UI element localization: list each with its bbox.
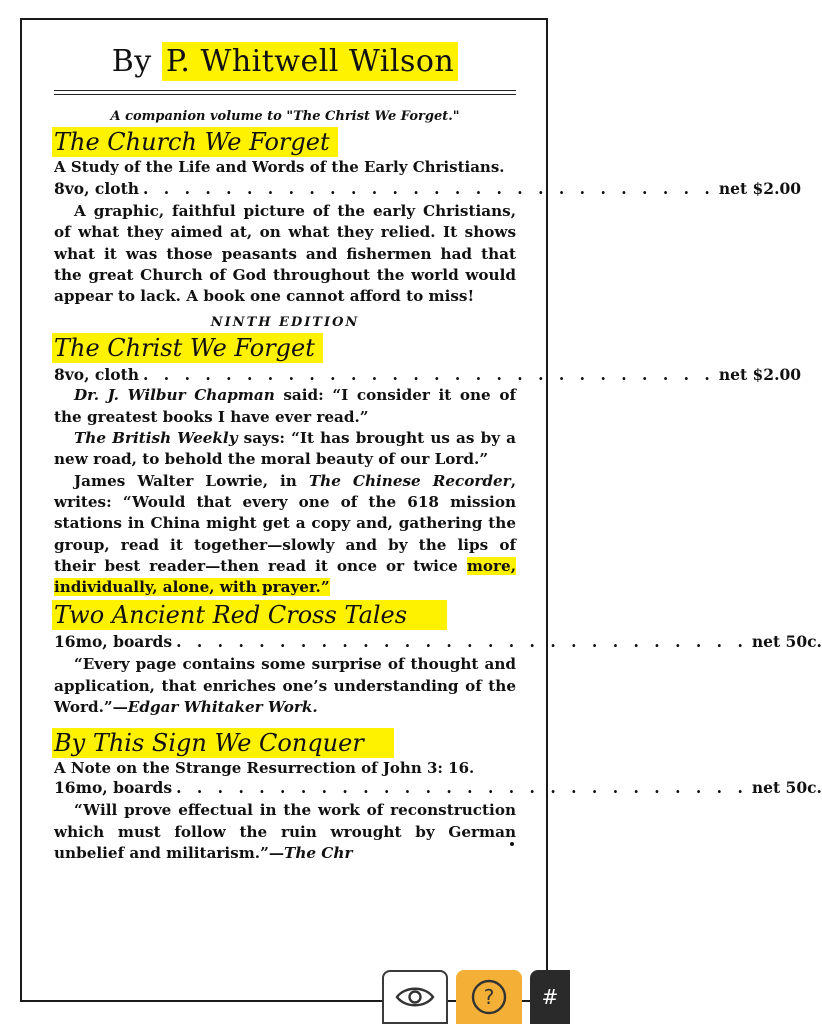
quote-verb: says: (237, 429, 292, 448)
hash-button[interactable]: # (530, 970, 570, 1024)
author-heading (54, 36, 516, 88)
quote-final-line: more, individually, alone, with prayer.” (54, 556, 516, 597)
book-price-line (54, 632, 822, 652)
book-format: 16mo, boards (54, 632, 173, 652)
quote-source: The Chr (284, 843, 353, 862)
companion-note: A companion volume to "The Christ We Forget." (110, 109, 460, 124)
book-entry (54, 718, 822, 864)
quote-text: “Will prove effectual in the work of reconstruction which must follow the ruin wrought by German unbelief and militarism.”— (54, 801, 516, 862)
quote-verb: said: (274, 386, 333, 405)
quote-intro: James Walter Lowrie, in (74, 471, 309, 490)
heading-rule-top (54, 90, 516, 91)
quote-text: “Would that every one of the 618 mission stations in China might get a copy and, gathering the group, read it together—slowly and by the lips of their best reader—then read it once or twice (54, 492, 517, 575)
quote-text: “It has brought us as by a new road, to behold the moral beauty of our Lord.” (54, 429, 516, 469)
book-title: By This Sign We Conquer (52, 728, 394, 758)
heading-rule-bottom (54, 94, 516, 95)
svg-text:?: ? (483, 985, 495, 1009)
book-format: 8vo, cloth (54, 365, 140, 385)
book-subtitle: A Study of the Life and Words of the Early Christians. (54, 158, 505, 176)
book-title: The Christ We Forget (52, 333, 323, 363)
review-quote (54, 428, 516, 471)
book-title: The Church We Forget (52, 127, 338, 157)
leader-dots: . . . . . . . . . . . . . . . . . . . . . . . . . . . . (176, 778, 748, 798)
review-quote (54, 800, 516, 864)
leader-dots: . . . . . . . . . . . . . . . . . . . . . . . . . . . . (176, 632, 748, 652)
author-name: P. Whitwell Wilson (162, 42, 458, 81)
eye-icon (395, 984, 435, 1010)
quote-source: Edgar Whitaker Work. (127, 698, 318, 717)
book-subtitle: A Note on the Strange Resurrection of John 3: 16. (54, 759, 475, 778)
quote-source: The Chinese Recorder (308, 471, 511, 490)
leader-dots: . . . . . . . . . . . . . . . . . . . . . . . . . . . . (143, 179, 715, 198)
help-button[interactable] (456, 970, 522, 1024)
book-price: net $2.00 (718, 179, 802, 198)
review-quote (54, 385, 516, 428)
edition-label: NINTH EDITION (210, 315, 360, 331)
review-quote (54, 471, 516, 599)
quote-text: “I consider it one of the greatest books I have ever read.” (54, 386, 516, 426)
book-format: 8vo, cloth (54, 179, 140, 198)
book-price-line (54, 179, 802, 199)
leader-dots: . . . . . . . . . . . . . . . . . . . . . . . . . . . . (143, 365, 715, 385)
quote-source: The British Weekly (74, 429, 238, 448)
book-description: A graphic, faithful picture of the early Christians, of what they aimed at, on what they relied. It shows what it was those peasants and fishermen had that the great Church of God throughout the world would appear to lack. A book one cannot afford to miss! (54, 202, 516, 306)
quote-verb: , writes: (54, 471, 516, 511)
book-entry (54, 598, 822, 718)
book-title: Two Ancient Red Cross Tales (52, 600, 447, 630)
quote-source: Dr. J. Wilbur Chapman (74, 386, 275, 405)
quote-text: “Every page contains some surprise of thought and application, that enriches one’s understanding of the Word.”— (54, 655, 516, 717)
author-prefix: By (111, 44, 152, 79)
advertisement-page (54, 34, 822, 864)
help-icon (469, 977, 509, 1017)
book-entry (54, 127, 802, 307)
book-price: net $2.00 (718, 365, 802, 385)
book-price-line (54, 365, 802, 385)
book-price-line (54, 778, 822, 798)
book-format: 16mo, boards (54, 778, 173, 798)
review-quote (54, 654, 516, 718)
book-price: net 50c. (751, 632, 822, 652)
view-toggle-button[interactable] (382, 970, 448, 1024)
book-price: net 50c. (751, 778, 822, 798)
book-entry (54, 315, 802, 598)
ink-speck (510, 842, 514, 846)
